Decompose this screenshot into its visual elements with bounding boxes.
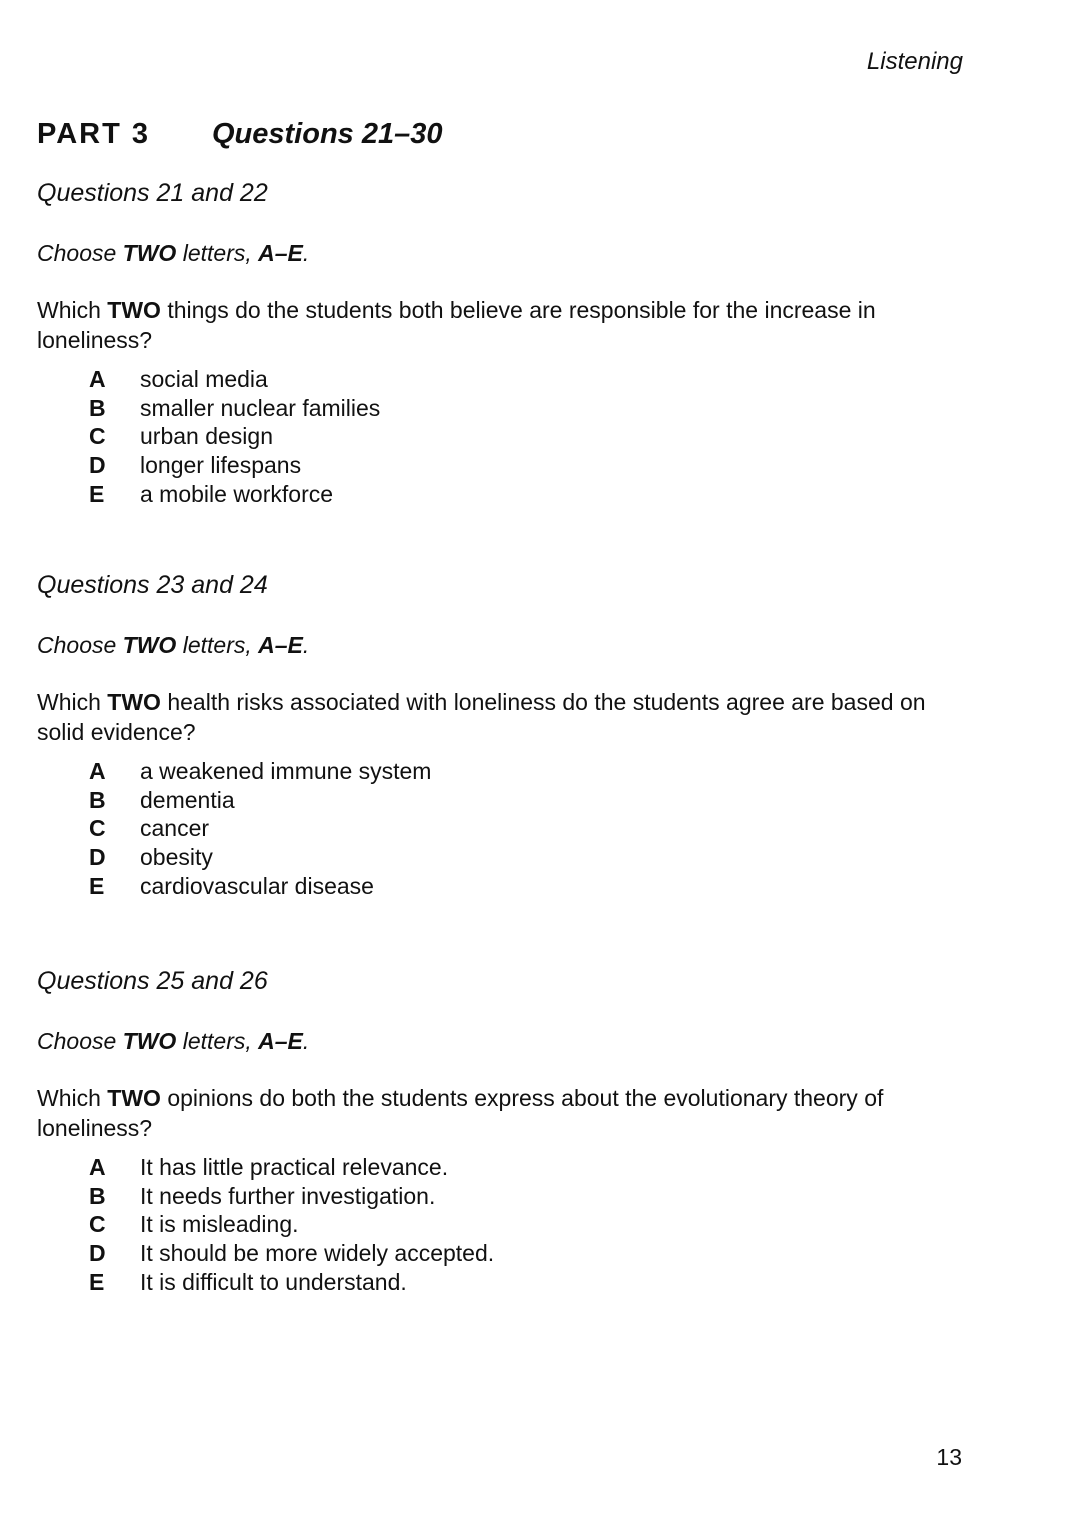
question-emphasis: TWO (107, 1085, 161, 1111)
question-emphasis: TWO (107, 689, 161, 715)
option-letter: A (89, 1154, 106, 1180)
option-text: It is difficult to understand. (140, 1268, 407, 1295)
question-group-21-22 (37, 178, 997, 509)
part-heading (37, 118, 443, 151)
option-letter: A (89, 758, 106, 784)
option-item (89, 872, 997, 901)
option-item (89, 451, 997, 480)
instruction-count: TWO (122, 240, 177, 266)
instruction-range: A–E (258, 240, 303, 266)
question-text (37, 1083, 967, 1143)
option-list (37, 1153, 997, 1297)
question-rest: things do the students both believe are responsible for the increase in loneliness? (37, 297, 876, 353)
option-text: a weakened immune system (140, 758, 432, 784)
question-prefix: Which (37, 689, 108, 715)
question-group-23-24 (37, 570, 997, 901)
instruction-suffix: . (302, 1028, 310, 1054)
option-text: cancer (140, 815, 210, 842)
instruction (37, 238, 997, 268)
option-letter: C (89, 815, 106, 842)
option-text: a mobile workforce (140, 480, 334, 507)
instruction-suffix: . (302, 240, 310, 266)
option-letter: E (89, 872, 105, 899)
instruction (37, 1026, 997, 1056)
instruction-count: TWO (122, 632, 177, 658)
option-text: smaller nuclear families (140, 394, 381, 421)
option-text: cardiovascular disease (140, 872, 374, 899)
question-text (37, 687, 967, 747)
question-prefix: Which (37, 1085, 108, 1111)
option-letter: A (89, 366, 106, 392)
part-label: PART 3 (37, 118, 150, 150)
option-letter: B (89, 786, 106, 813)
option-text: It needs further investigation. (140, 1182, 436, 1209)
group-title: Questions 23 and 24 (37, 571, 268, 599)
instruction-middle: letters, (176, 1028, 259, 1054)
option-item (89, 757, 997, 786)
option-text: It should be more widely accepted. (140, 1240, 495, 1267)
instruction-prefix: Choose (37, 632, 123, 658)
instruction-count: TWO (122, 1028, 177, 1054)
instruction-range: A–E (258, 1028, 303, 1054)
option-text: longer lifespans (140, 452, 302, 479)
option-letter: B (89, 394, 106, 421)
instruction-middle: letters, (176, 632, 259, 658)
option-item (89, 843, 997, 872)
option-item (89, 1153, 997, 1182)
option-item (89, 786, 997, 815)
option-letter: C (89, 423, 106, 450)
option-letter: E (89, 480, 105, 507)
option-list (37, 757, 997, 901)
option-item (89, 1239, 997, 1268)
option-text: social media (140, 366, 268, 392)
question-text (37, 295, 967, 355)
option-letter: E (89, 1268, 105, 1295)
option-text: It is misleading. (140, 1211, 299, 1238)
option-letter: B (89, 1182, 106, 1209)
option-text: dementia (140, 786, 235, 813)
group-title: Questions 25 and 26 (37, 967, 268, 995)
instruction-suffix: . (302, 632, 310, 658)
option-item (89, 480, 997, 509)
part-range: Questions 21–30 (212, 118, 443, 150)
option-letter: D (89, 1240, 106, 1267)
option-item (89, 1182, 997, 1211)
question-emphasis: TWO (107, 297, 161, 323)
option-letter: D (89, 452, 106, 479)
group-title: Questions 21 and 22 (37, 179, 268, 207)
option-letter: D (89, 844, 106, 871)
option-list (37, 365, 997, 509)
question-group-25-26 (37, 966, 997, 1297)
option-item (89, 1210, 997, 1239)
option-item (89, 365, 997, 394)
option-text: It has little practical relevance. (140, 1154, 449, 1180)
option-letter: C (89, 1211, 106, 1238)
question-prefix: Which (37, 297, 108, 323)
running-head: Listening (866, 48, 963, 75)
option-item (89, 422, 997, 451)
instruction-range: A–E (258, 632, 303, 658)
option-item (89, 394, 997, 423)
instruction (37, 630, 997, 660)
question-rest: health risks associated with loneliness do the students agree are based on solid evidence? (37, 689, 926, 745)
option-item (89, 814, 997, 843)
instruction-middle: letters, (176, 240, 259, 266)
page-number: 13 (936, 1444, 962, 1470)
option-text: urban design (140, 423, 273, 450)
instruction-prefix: Choose (37, 240, 123, 266)
option-item (89, 1268, 997, 1297)
instruction-prefix: Choose (37, 1028, 123, 1054)
option-text: obesity (140, 844, 213, 871)
question-rest: opinions do both the students express about the evolutionary theory of loneliness? (37, 1085, 884, 1141)
